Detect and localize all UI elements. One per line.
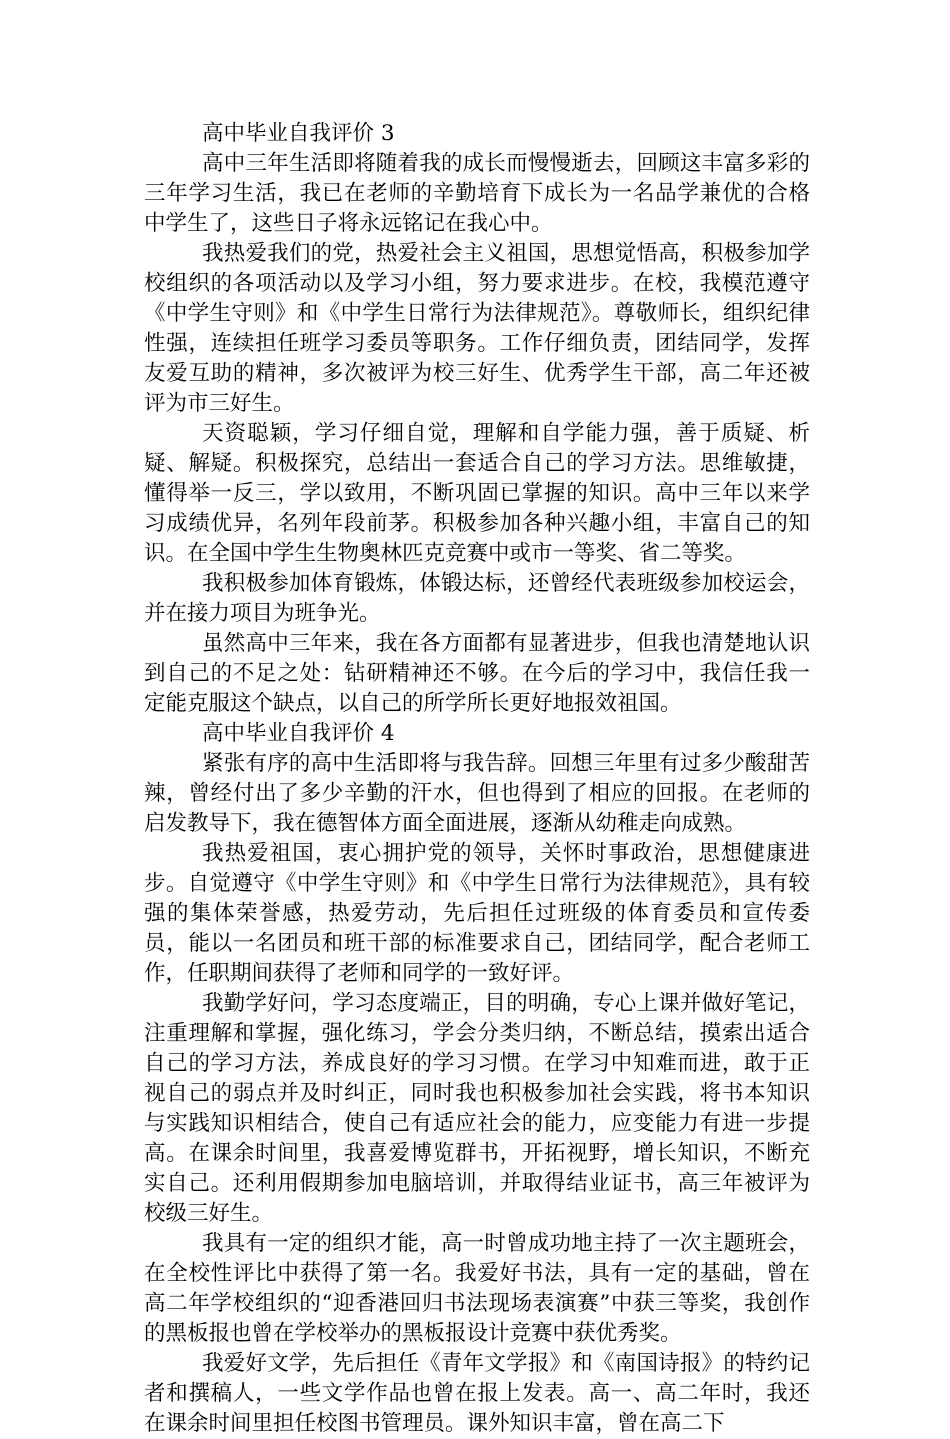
- document-body: [144, 119, 810, 1439]
- paragraph: 高中三年生活即将随着我的成长而慢慢逝去，回顾这丰富多彩的三年学习生活，我已在老师的辛勤培育下成长为一名品学兼优的合格中学生了，这些日子将永远铭记在我心中。: [144, 151, 810, 236]
- paragraph: 我勤学好问，学习态度端正，目的明确，专心上课并做好笔记，注重理解和掌握，强化练习，学会分类归纳，不断总结，摸索出适合自己的学习方法，养成良好的学习习惯。在学习中知难而进，敢于正视自己的弱点并及时纠正，同时我也积极参加社会实践，将书本知识与实践知识相结合，使自己有适应社会的能力，应变能力有进一步提高。在课余时间里，我喜爱博览群书，开拓视野，增长知识，不断充实自己。还利用假期参加电脑培训，并取得结业证书，高三年被评为校级三好生。: [144, 991, 810, 1226]
- paragraph: 天资聪颖，学习仔细自觉，理解和自学能力强，善于质疑、析疑、解疑。积极探究，总结出一套适合自己的学习方法。思维敏捷，懂得举一反三，学以致用，不断巩固已掌握的知识。高中三年以来学习成绩优异，名列年段前茅。积极参加各种兴趣小组，丰富自己的知识。在全国中学生生物奥林匹克竞赛中或市一等奖、省二等奖。: [144, 421, 810, 566]
- paragraph: 我热爱我们的党，热爱社会主义祖国，思想觉悟高，积极参加学校组织的各项活动以及学习小组，努力要求进步。在校，我模范遵守《中学生守则》和《中学生日常行为法律规范》。尊敬师长，组织纪律性强，连续担任班学习委员等职务。工作仔细负责，团结同学，发挥友爱互助的精神，多次被评为校三好生、优秀学生干部，高二年还被评为市三好生。: [144, 241, 810, 416]
- paragraph: 紧张有序的高中生活即将与我告辞。回想三年里有过多少酸甜苦辣，曾经付出了多少辛勤的汗水，但也得到了相应的回报。在老师的启发教导下，我在德智体方面全面进展，逐渐从幼稚走向成熟。: [144, 751, 810, 836]
- section-heading-4: 高中毕业自我评价 4: [202, 721, 395, 746]
- paragraph: 虽然高中三年来，我在各方面都有显著进步，但我也清楚地认识到自己的不足之处：钻研精神还不够。在今后的学习中，我信任我一定能克服这个缺点，以自己的所学所长更好地报效祖国。: [144, 631, 810, 716]
- paragraph: 我热爱祖国，衷心拥护党的领导，关怀时事政治，思想健康进步。自觉遵守《中学生守则》和《中学生日常行为法律规范》，具有较强的集体荣誉感，热爱劳动，先后担任过班级的体育委员和宣传委员，能以一名团员和班干部的标准要求自己，团结同学，配合老师工作，任职期间获得了老师和同学的一致好评。: [144, 841, 810, 986]
- paragraph: 我具有一定的组织才能，高一时曾成功地主持了一次主题班会，在全校性评比中获得了第一名。我爱好书法，具有一定的基础，曾在高二年学校组织的“迎香港回归书法现场表演赛”中获三等奖，我创作的黑板报也曾在学校举办的黑板报设计竞赛中获优秀奖。: [144, 1231, 810, 1346]
- section-heading-3: 高中毕业自我评价 3: [202, 121, 395, 146]
- paragraph: 我积极参加体育锻炼，体锻达标，还曾经代表班级参加校运会，并在接力项目为班争光。: [144, 571, 810, 626]
- paragraph: 我爱好文学，先后担任《青年文学报》和《南国诗报》的特约记者和撰稿人，一些文学作品也曾在报上发表。高一、高二年时，我还在课余时间里担任校图书管理员。课外知识丰富，曾在高二下: [144, 1351, 810, 1436]
